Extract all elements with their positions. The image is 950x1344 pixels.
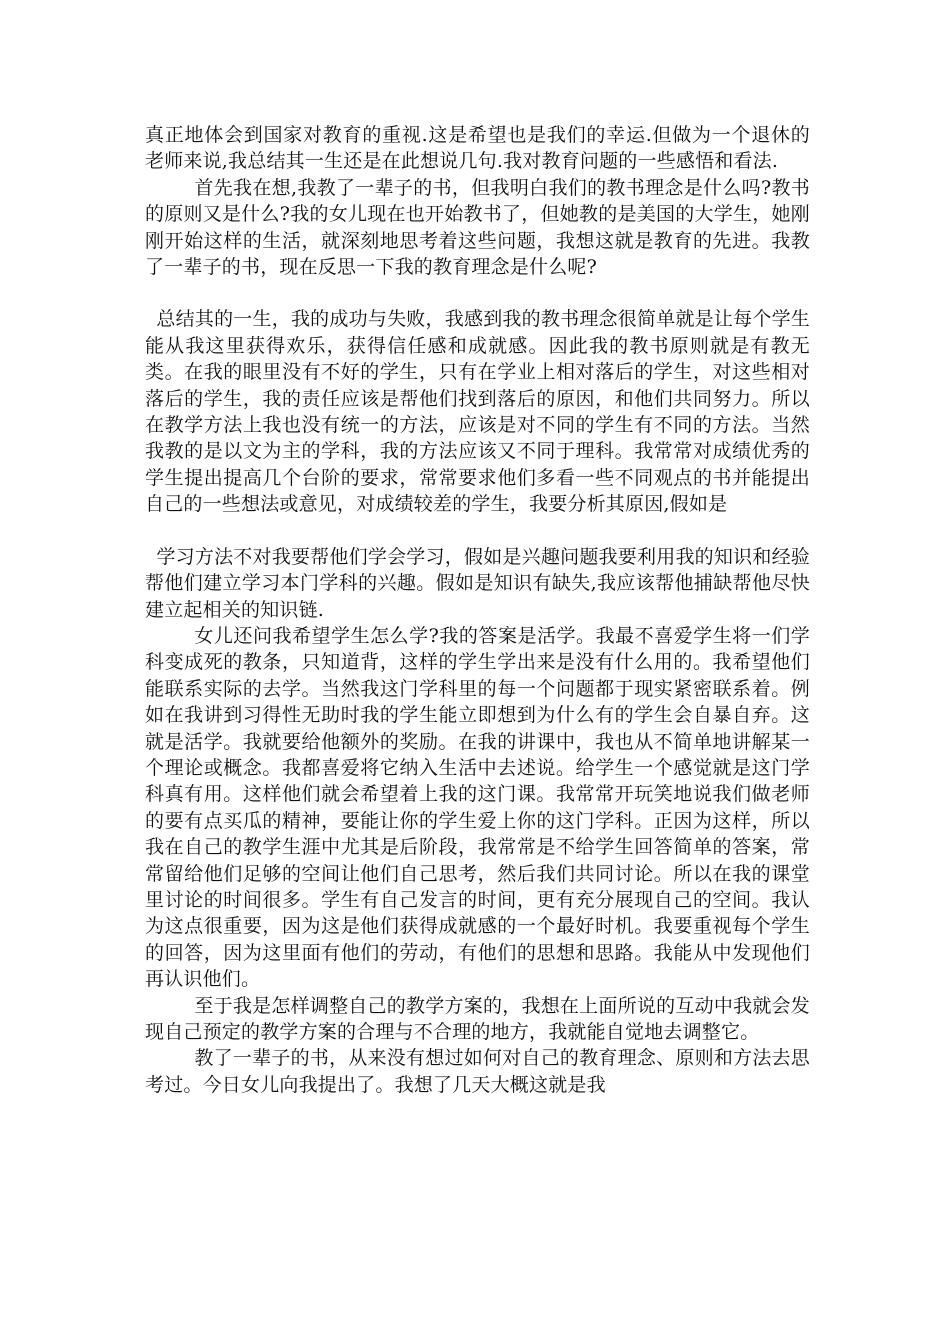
paragraph-5: 女儿还问我希望学生怎么学?我的答案是活学。我最不喜爱学生将一们学科变成死的教条，只知道背，这样的学生学出来是没有什么用的。我希望他们能联系实际的去学。当然我这门学科里的每一个问题都于现实紧密联系着。例如在我讲到习得性无助时我的学生能立即想到为什么有的学生会自暴自弃。这就是活学。我就要给他额外的奖励。在我的讲课中，我也从不简单地讲解某一个理论或概念。我都喜爱将它纳入生活中去述说。给学生一个感觉就是这门学科真有用。这样他们就会希望着上我的这门课。我常常开玩笑地说我们做老师的要有点买瓜的精神，要能让你的学生爱上你的这门学科。正因为这样，所以我在自己的教学生涯中尤其是后阶段，我常常是不给学生回答简单的答案，常常留给他们足够的空间让他们自己思考，然后我们共同讨论。所以在我的课堂里讨论的时间很多。学生有自己发言的时间，更有充分展现自己的空间。我认为这点很重要，因为这是他们获得成就感的一个最好时机。我要重视每个学生的回答，因为这里面有他们的劳动，有他们的思想和思路。我能从中发现他们再认识他们。: [145, 624, 810, 991]
paragraph-2: 首先我在想,我教了一辈子的书，但我明白我们的教书理念是什么吗?教书的原则又是什么?我的女儿现在也开始教书了，但她教的是美国的大学生，她刚刚开始这样的生活，就深刻地思考着这些问题，我想这就是教育的先进。我教了一辈子的书，现在反思一下我的教育理念是什么呢?: [145, 176, 810, 279]
blank-line: [145, 518, 810, 544]
paragraph-1: 真正地体会到国家对教育的重视.这是希望也是我们的幸运.但做为一个退休的老师来说,我总结其一生还是在此想说几句.我对教育问题的一些感悟和看法.: [145, 124, 810, 173]
blank-line: [145, 280, 810, 306]
paragraph-4: 学习方法不对我要帮他们学会学习，假如是兴趣问题我要利用我的知识和经验帮他们建立学习本门学科的兴趣。假如是知识有缺失,我应该帮他捕缺帮他尽快建立起相关的知识链.: [145, 545, 810, 621]
document-body: [145, 122, 810, 1098]
paragraph-6: 至于我是怎样调整自己的教学方案的，我想在上面所说的互动中我就会发现自己预定的教学方案的合理与不合理的地方，我就能自觉地去调整它。: [145, 994, 810, 1043]
paragraph-7: 教了一辈子的书，从来没有想过如何对自己的教育理念、原则和方法去思考过。今日女儿向我提出了。我想了几天大概这就是我: [145, 1047, 810, 1096]
paragraph-3: 总结其的一生，我的成功与失败，我感到我的教书理念很简单就是让每个学生能从我这里获得欢乐，获得信任感和成就感。因此我的教书原则就是有教无类。在我的眼里没有不好的学生，只有在学业上相对落后的学生，对这些相对落后的学生，我的责任应该是帮他们找到落后的原因，和他们共同努力。所以在教学方法上我也没有统一的方法，应该是对不同的学生有不同的方法。当然我教的是以文为主的学科，我的方法应该又不同于理科。我常常对成绩优秀的学生提出提高几个台阶的要求，常常要求他们多看一些不同观点的书并能提出自己的一些想法或意见，对成绩较差的学生，我要分析其原因,假如是: [145, 308, 810, 516]
